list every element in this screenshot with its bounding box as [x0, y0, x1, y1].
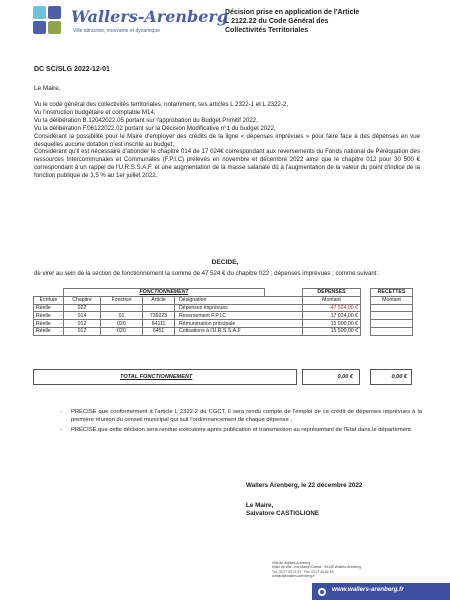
cell-ecriture: Réelle: [34, 312, 64, 320]
table-row: [34, 327, 413, 335]
considerant-paragraph: Considérant qu'il est nécessaire d'abonder le chapitre 014 de 17 024€ correspondant aux reversements du Fonds national de Péréquation des ressources Intercommunales et Communales (F.P.I.C) prélevés en novembre et décembre 2022 ainsi que le chapitre 012 pour 30 500 € correspondant à un rappel de l'U.R.S.S.A.F. et une augmentation de la masse salariale dû à l'augmentation de la valeur du point d'indice de la fonction publique de 3,5 % au 1er juillet 2022.: [34, 148, 420, 180]
cell-depense: 17 024,00 €: [303, 312, 361, 320]
table-row: [34, 320, 413, 328]
cell-designation: Dépenses imprévues: [175, 304, 303, 312]
table-header-row: [34, 296, 413, 304]
cell-designation: Rémunération principale: [175, 320, 303, 328]
decide-text: de virer au sein de la section de fonctionnement la somme de 47 524 € du chapitre 022 ; dépenses imprévues ; comme suivant :: [34, 270, 380, 277]
decide-heading: DECIDE,: [211, 259, 239, 266]
cell-fonction: 01: [101, 312, 143, 320]
cell-ecriture: Réelle: [34, 327, 64, 335]
footer-address: [272, 561, 361, 579]
cell-depense: 15 000,00 €: [303, 320, 361, 328]
list-item: - PRÉCISE que cette décision sera rendue exécutoire après publication et transmission au représentant de l'Etat dans le département.: [60, 427, 413, 434]
signer-name: Salvatore CASTIGLIONE: [246, 510, 320, 517]
considerant-paragraph: Considérant la possibilité pour le Maire d'employer des crédits de la ligne « dépenses imprévues » pour faire face à des dépenses en vue desquelles aucune dotation n'est inscrite au budget,: [34, 132, 420, 148]
cell-chapitre: 022: [64, 304, 101, 312]
total-depenses: 0,00 €: [302, 369, 360, 385]
precise-text: PRÉCISE que conformément à l'article L 2322-2 du CGCT, il sera rendu compte de l'emploi de ce crédit de dépenses imprévues à la première réunion du conseil municipal qui suit l'ordonnancement de chaque dépense ;: [71, 409, 422, 423]
cell-recette: [371, 320, 413, 328]
cell-ecriture: Réelle: [34, 320, 64, 328]
column-header: Article: [143, 296, 175, 304]
signer-title: Le Maire,: [246, 502, 274, 509]
cell-recette: [371, 327, 413, 335]
cell-fonction: 020: [101, 327, 143, 335]
cell-recette: [371, 304, 413, 312]
column-header: Fonction: [101, 296, 143, 304]
precise-list: [60, 409, 422, 438]
address-line: Ville de Wallers-Arenberg: [272, 561, 311, 565]
section-title: FONCTIONNEMENT: [64, 289, 265, 297]
header-line-1: Décision prise en application de l'Article: [225, 9, 360, 16]
vu-line: Vu l'instruction budgétaire et comptable M14,: [34, 108, 156, 116]
column-header: Ecriture: [34, 296, 64, 304]
cell-article: [143, 304, 175, 312]
cell-designation: Reversement F.P.I.C: [175, 312, 303, 320]
address-line: contact@wallers-arenberg.fr: [272, 574, 315, 579]
depenses-title: DÉPENSES: [303, 289, 361, 297]
logo-squares-icon: [33, 6, 67, 40]
cell-article: 64111: [143, 320, 175, 328]
logo-name: Wallers-Arenberg: [71, 7, 228, 26]
signature-block: [246, 502, 319, 518]
salutation: Le Maire,: [34, 85, 61, 92]
logo-tagline: Ville attractive, innovante et dynamique: [73, 28, 160, 34]
header-line-2: L 2122.22 du Code Général des: [225, 18, 329, 25]
place-date: Wallers Arenberg, le 22 décembre 2022: [246, 482, 363, 489]
recettes-title: RECETTES: [371, 289, 413, 297]
cell-chapitre: 014: [64, 312, 101, 320]
legal-basis: [34, 101, 420, 180]
cell-chapitre: 012: [64, 320, 101, 328]
cell-article: 6451: [143, 327, 175, 335]
table-row: [34, 304, 413, 312]
document-header: [225, 8, 425, 35]
address-line: Tél. 03 27 43 74 97 · Fax 03 27 45 82 48: [272, 569, 334, 574]
total-label: TOTAL FONCTIONNEMENT: [33, 369, 297, 385]
footer-website-link[interactable]: www.wallers-arenberg.fr: [332, 586, 404, 593]
column-header: Chapitre: [64, 296, 101, 304]
cell-recette: [371, 312, 413, 320]
address-line: Hôtel de ville - rue Marcel Danna · 59135 Wallers-Arenberg: [272, 565, 362, 570]
table-row: [34, 312, 413, 320]
cell-depense: 15 500,00 €: [303, 327, 361, 335]
cell-fonction: [101, 304, 143, 312]
cell-depense: -47 524,00 €: [303, 304, 361, 312]
column-header: Montant: [303, 296, 361, 304]
vu-line: Vu la délibération F.06122022.02 portant sur la Décision Modificative n°1 du budget 2022,: [34, 124, 276, 132]
column-header: Désignation: [175, 296, 303, 304]
vu-line: Vu le code général des collectivités territoriales, notamment, ses articles L 2322-1 et L 2322-2,: [34, 101, 289, 108]
cell-article: 739223: [143, 312, 175, 320]
cell-ecriture: Réelle: [34, 304, 64, 312]
cell-chapitre: 012: [64, 327, 101, 335]
list-item: - PRÉCISE que conformément à l'article L 2322-2 du CGCT, il sera rendu compte de l'emploi de ce crédit de dépenses imprévues à la première réunion du conseil municipal qui suit l'ordonnancement de chaque dépense ;: [60, 409, 422, 423]
precise-text: PRÉCISE que cette décision sera rendue exécutoire après publication et transmission au représentant de l'Etat dans le département.: [71, 427, 413, 434]
cell-designation: Cotisations à l'U.R.S.S.A.F: [175, 327, 303, 335]
budget-table: [33, 288, 413, 336]
total-recettes: 0,00 €: [370, 369, 412, 385]
document-reference: DC SC/SLG 2022-12-01: [34, 66, 110, 73]
vu-line: Vu la délibération B.12042022.05 portant sur l'approbation du Budget Primitif 2022,: [34, 116, 258, 124]
column-header: Montant: [371, 296, 413, 304]
header-line-3: Collectivités Territoriales: [225, 27, 309, 34]
footer-logo-icon: [318, 588, 326, 596]
municipal-logo: [33, 6, 233, 42]
cell-fonction: 020: [101, 320, 143, 328]
